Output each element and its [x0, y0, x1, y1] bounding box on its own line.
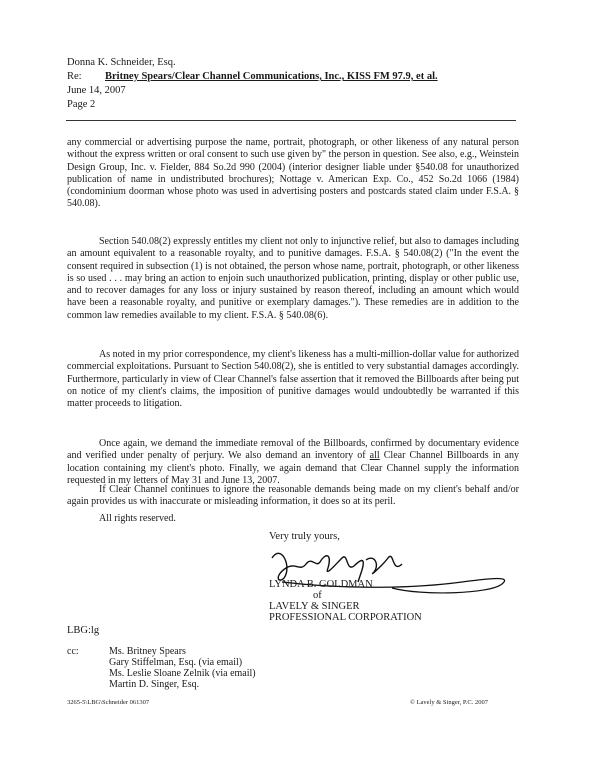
- paragraph-4: Once again, we demand the immediate removal of the Billboards, confirmed by documentary evidence and verified under penalty of perjury. We also demand an inventory of all Clear Channel Billboards in any location containing my client's photo. Finally, we again demand that Clear Channel supply the information requested in my letters of May 31 and June 13, 2007.: [67, 438, 519, 486]
- cc-recipient: Ms. Britney Spears: [109, 646, 186, 657]
- cc-recipient: Martin D. Singer, Esq.: [109, 679, 200, 690]
- cc-list: [109, 646, 256, 690]
- signer-of: of: [313, 590, 322, 601]
- signer-name: LYNDA B. GOLDMAN: [269, 579, 373, 590]
- paragraph-3: As noted in my prior correspondence, my client's likeness has a multi-million-dollar value for authorized commercial exploitations. Pursuant to Section 540.08(2), she is entitled to very substantial damages accordingly. Furthermore, particularly in view of Clear Channel's false assertion that it removed the Billboards after being put on notice of my client's claims, the imposition of punitive damages would undoubtedly be warranted if this matter proceeds to litigation.: [67, 349, 519, 410]
- paragraph-2: Section 540.08(2) expressly entitles my client not only to injunctive relief, but also to damages including an amount equivalent to a reasonable royalty, and to punitive damages. F.S.A. § 540.08(2) ("In the event the consent required in subsection (1) is not obtained, the person whose name, portrait, photograph, or other likeness is so used . . . may bring an action to enjoin such unauthorized publication, printing, display or other public use, and to recover damages for any loss or injury sustained by reason thereof, including an amount which would have been a reasonable royalty, and punitive or exemplary damages."). These remedies are in addition to the common law remedies available to my client. F.S.A. § 540.08(6).: [67, 236, 519, 321]
- page-number: Page 2: [67, 99, 96, 110]
- cc-recipient: Gary Stiffelman, Esq. (via email): [109, 657, 243, 668]
- subject-text: Britney Spears/Clear Channel Communications, Inc., KISS FM 97.9, et al.: [105, 71, 438, 82]
- emphasis-all: all: [369, 450, 380, 462]
- copyright-notice: © Lavely & Singer, P.C. 2007: [410, 699, 488, 706]
- firm-type: PROFESSIONAL CORPORATION: [269, 612, 422, 623]
- cc-recipient: Ms. Leslie Sloane Zelnik (via email): [109, 668, 256, 679]
- paragraph-5: If Clear Channel continues to ignore the reasonable demands being made on my client's behalf and/or again provides us with inaccurate or misleading information, it does so at its peril.: [67, 484, 519, 508]
- firm-name: LAVELY & SINGER: [269, 601, 360, 612]
- re-label: Re:: [67, 71, 82, 82]
- header-divider: [66, 120, 516, 121]
- closing: Very truly yours,: [269, 531, 340, 542]
- cc-label: cc:: [67, 646, 79, 657]
- document-code: 3265-5\LBG\Schneider 061307: [67, 699, 150, 706]
- typist-initials: LBG:lg: [67, 625, 100, 636]
- subject-line: [67, 70, 438, 84]
- letter-date: June 14, 2007: [67, 85, 126, 96]
- paragraph-6: All rights reserved.: [99, 513, 176, 524]
- recipient-line: Donna K. Schneider, Esq.: [67, 57, 176, 68]
- paragraph-1: any commercial or advertising purpose the name, portrait, photograph, or other likeness of any natural person without the express written or oral consent to such use given by" the person in question. See also, e.g., Weinstein Design Group, Inc. v. Fielder, 884 So.2d 990 (2004) (interior designer liable under §540.08 for unauthorized publication of name in undistributed brochures); Nottage v. American Exp. Co., 452 So.2d 1066 (1984) (condominium doorman whose photo was used in advertising posters and postcards stated claim under F.S.A. § 540.08).: [67, 137, 519, 210]
